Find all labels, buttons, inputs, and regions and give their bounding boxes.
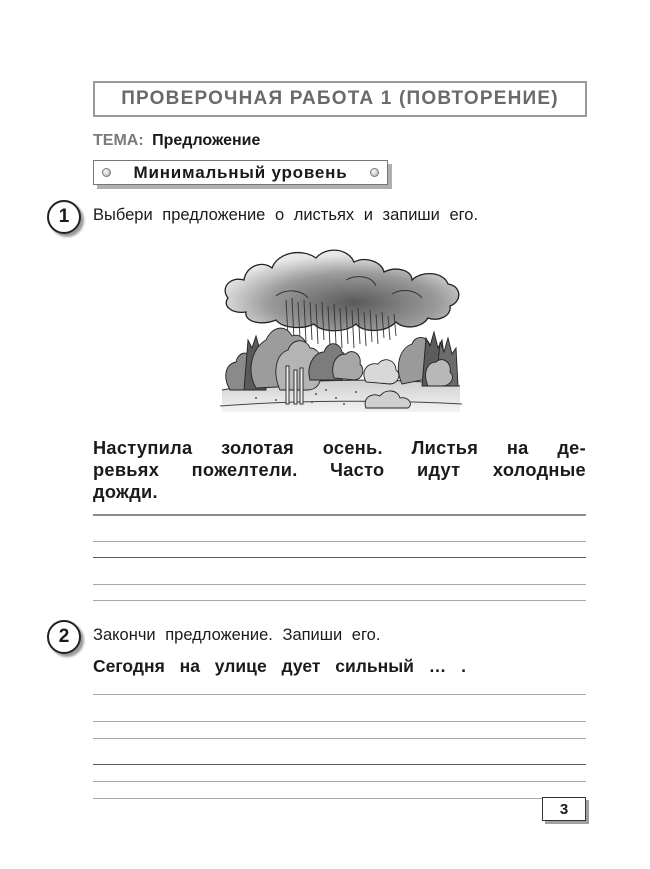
- writing-line: [93, 694, 586, 695]
- topic-line: [93, 132, 260, 150]
- task-number: 1: [58, 206, 70, 227]
- task-prompt: Сегодня на улице дует сильный … .: [93, 656, 467, 676]
- bullet-icon: [370, 168, 379, 177]
- writing-line: [93, 764, 586, 765]
- passage-word: Листья: [411, 438, 479, 458]
- writing-line: [93, 781, 586, 782]
- rain-cloud-illustration: [216, 240, 466, 412]
- passage-line: [93, 459, 586, 481]
- passage-word: золотая: [221, 438, 295, 458]
- passage-word: ревьях: [93, 460, 160, 480]
- writing-line: [93, 557, 586, 558]
- page-number: 3: [559, 800, 569, 818]
- passage-word: де-: [557, 438, 586, 458]
- task-passage: [93, 437, 586, 503]
- task-number: 2: [58, 626, 70, 647]
- writing-line: [93, 798, 586, 799]
- passage-line: [93, 437, 586, 459]
- task-instruction: Выбери предложение о листьях и запиши его.: [93, 206, 479, 224]
- topic-value: Предложение: [152, 132, 261, 149]
- passage-word: дожди.: [93, 482, 158, 502]
- task-number-badge: [47, 620, 81, 654]
- task-instruction: Закончи предложение. Запиши его.: [93, 626, 381, 644]
- passage-word: Наступила: [93, 438, 193, 458]
- passage-word: пожелтели.: [191, 460, 298, 480]
- topic-label: ТЕМА:: [93, 132, 144, 149]
- bullet-icon: [102, 168, 111, 177]
- page-number-box: [542, 797, 586, 821]
- passage-word: холодные: [492, 460, 586, 480]
- writing-line: [93, 541, 586, 542]
- level-badge: [93, 160, 388, 185]
- writing-line: [93, 584, 586, 585]
- worksheet-title: ПРОВЕРОЧНАЯ РАБОТА 1 (ПОВТОРЕНИЕ): [121, 88, 559, 109]
- passage-word: Часто: [330, 460, 385, 480]
- worksheet-title-box: [93, 81, 587, 117]
- task-number-badge: [47, 200, 81, 234]
- passage-word: на: [506, 438, 529, 458]
- writing-line: [93, 738, 586, 739]
- passage-word: идут: [416, 460, 461, 480]
- passage-word: осень.: [322, 438, 383, 458]
- writing-line: [93, 600, 586, 601]
- passage-line: [93, 481, 586, 503]
- writing-line: [93, 721, 586, 722]
- writing-line: [93, 514, 586, 516]
- level-label: Минимальный уровень: [133, 162, 348, 182]
